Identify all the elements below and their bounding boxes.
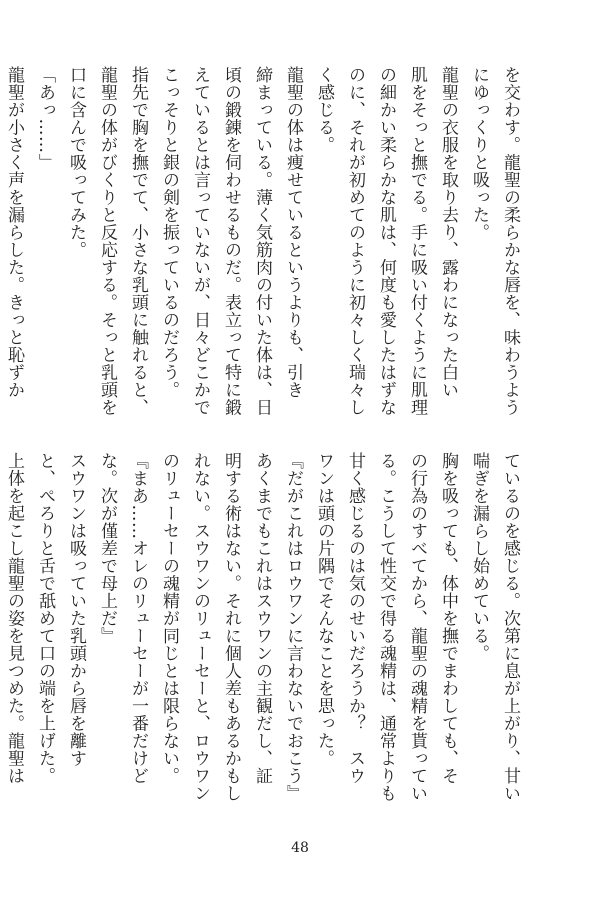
text-line-top: を交わす。龍聖の柔らかな唇を、味わうよう xyxy=(500,66,520,416)
text-line-top: く感じる。 xyxy=(314,66,334,154)
text-line-top: 口に含んで吸ってみた。 xyxy=(66,66,86,259)
text-line-top: 締まっている。薄く気筋肉の付いた体は、日 xyxy=(252,66,272,416)
text-line-top: の細かい柔らかな肌は、何度も愛したはずな xyxy=(376,66,396,416)
text-line-bottom: 胸を吸っても、体中を撫でまわしても、そ xyxy=(438,452,458,785)
text-line-bottom: の行為のすべてから、龍聖の魂精を貰ってい xyxy=(407,452,427,802)
page-number: 48 xyxy=(291,840,309,856)
text-line-top: にゆっくりと吸った。 xyxy=(469,66,489,241)
text-line-top: 「あっ……」 xyxy=(35,66,55,171)
text-line-bottom: る。こうして性交で得る魂精は、通常よりも xyxy=(376,452,396,802)
text-line-bottom: スウワンは吸っていた乳頭から唇を離す xyxy=(66,452,86,767)
text-line-top: 龍聖の衣服を取り去り、露わになった白い xyxy=(438,66,458,399)
text-line-bottom: と、ぺろりと舌で舐めて口の端を上げた。 xyxy=(35,452,55,785)
text-line-bottom: れない。スウワンのリューセーと、ロウワン xyxy=(190,452,210,802)
text-line-top: 龍聖の体がびくりと反応する。そっと乳頭を xyxy=(97,66,117,416)
text-line-bottom: 『だがこれはロウワンに言わないでおこう』 xyxy=(283,452,303,802)
text-line-bottom: ているのを感じる。次第に息が上がり、甘い xyxy=(500,452,520,802)
text-line-bottom: 喘ぎを漏らし始めている。 xyxy=(469,452,489,662)
text-line-bottom: 『まあ……オレのリューセーが一番だけど xyxy=(128,452,148,785)
text-line-bottom: のリューセーの魂精が同じとは限らない。 xyxy=(159,452,179,785)
text-line-top: 龍聖の体は痩せているというよりも、引き xyxy=(283,66,303,399)
text-line-bottom: な。次が僅差で母上だ』 xyxy=(97,452,117,645)
text-line-top: こっそりと銀の剣を振っているのだろう。 xyxy=(159,66,179,399)
text-line-top: 肌をそっと撫でる。手に吸い付くように肌理 xyxy=(407,66,427,416)
text-line-bottom: あくまでもこれはスウワンの主観だし、証 xyxy=(252,452,272,785)
text-line-top: 龍聖が小さく声を漏らした。きっと恥ずか xyxy=(4,66,24,399)
text-line-top: 指先で胸を撫でて、小さな乳頭に触れると、 xyxy=(128,66,148,416)
text-block-bottom xyxy=(4,452,525,832)
text-line-bottom: 甘く感じるのは気のせいだろうか？ スウ xyxy=(345,452,365,785)
text-block-top xyxy=(4,66,525,426)
text-line-top: のに、それが初めてのように初々しく瑞々し xyxy=(345,66,365,416)
text-line-bottom: 上体を起こし龍聖の姿を見つめた。龍聖は xyxy=(4,452,24,785)
text-line-bottom: ワンは頭の片隅でそんなことを思った。 xyxy=(314,452,334,767)
text-line-top: えているとは言っていないが、日々どこかで xyxy=(190,66,210,416)
text-line-top: 頃の鍛錬を伺わせるものだ。表立って特に鍛 xyxy=(221,66,241,416)
text-line-bottom: 明する術はない。それに個人差もあるかもし xyxy=(221,452,241,802)
